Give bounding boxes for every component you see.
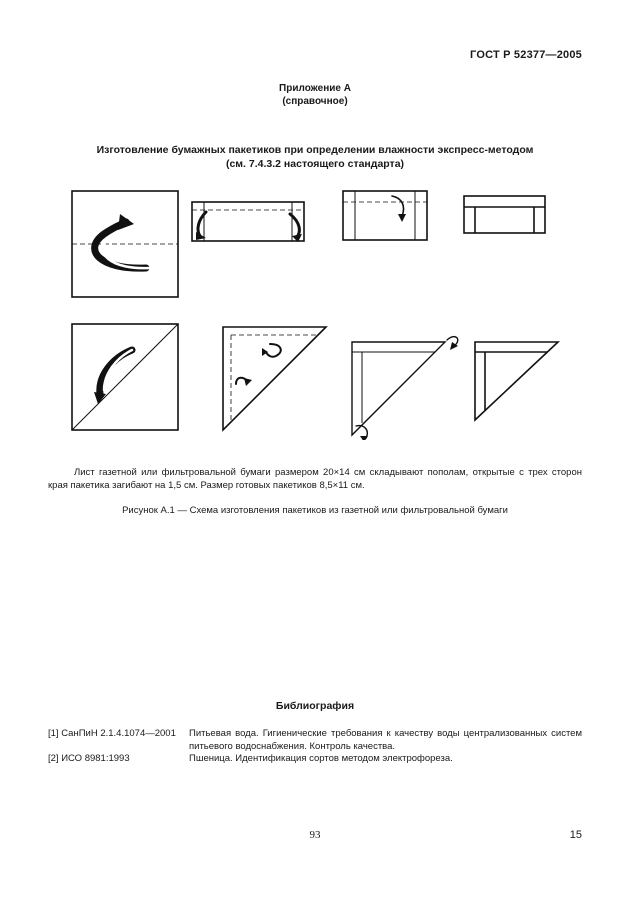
section-title [0,143,630,171]
bibliography-item [48,752,582,765]
step-3-triangle-fold [352,342,445,435]
bibliography-title: Библиография [275,700,355,712]
folding-diagram [0,180,630,440]
figure-description: Лист газетной или фильтровальной бумаги размером 20×14 см складывают пополам, открытые с трех сторон края пакетика загибают на 1,5 см. Размер готовых пакетиков 8,5×11 см. [48,467,582,491]
figure-caption: Рисунок А.1 — Схема изготовления пакетиков из газетной или фильтровальной бумаги [122,505,508,516]
page-number-center: 93 [309,829,321,841]
step-1-square-sheet [72,191,178,297]
step-2-side-fold [192,202,304,241]
step-4-triangle-packet [475,342,558,420]
section-title-line2: (см. 7.4.3.2 настоящего стандарта) [225,158,405,170]
step-1-diagonal-sheet [72,324,178,430]
appendix-heading [0,82,630,108]
step-3-top-fold [343,191,427,240]
fold-arrows [95,196,458,438]
step-4-finished-packet [464,196,545,233]
bibliography-text: Пшеница. Идентификация сортов методом электрофореза. [189,753,453,764]
bibliography-item [48,727,582,753]
bibliography-ref: [1] СанПиН 2.1.4.1074—2001 [48,728,176,739]
bibliography-text: Питьевая вода. Гигиенические требования к качеству воды централизованных систем питьевого водоснабжения. Контроль качества. [189,728,582,752]
section-title-line1: Изготовление бумажных пакетиков при определении влажности экспресс-методом [96,144,534,156]
page-number-right: 15 [569,829,582,841]
standard-number: ГОСТ Р 52377—2005 [470,49,582,61]
appendix-title: Приложение А [279,83,351,94]
bibliography-ref: [2] ИСО 8981:1993 [48,753,130,764]
appendix-subtitle: (справочное) [282,96,348,107]
